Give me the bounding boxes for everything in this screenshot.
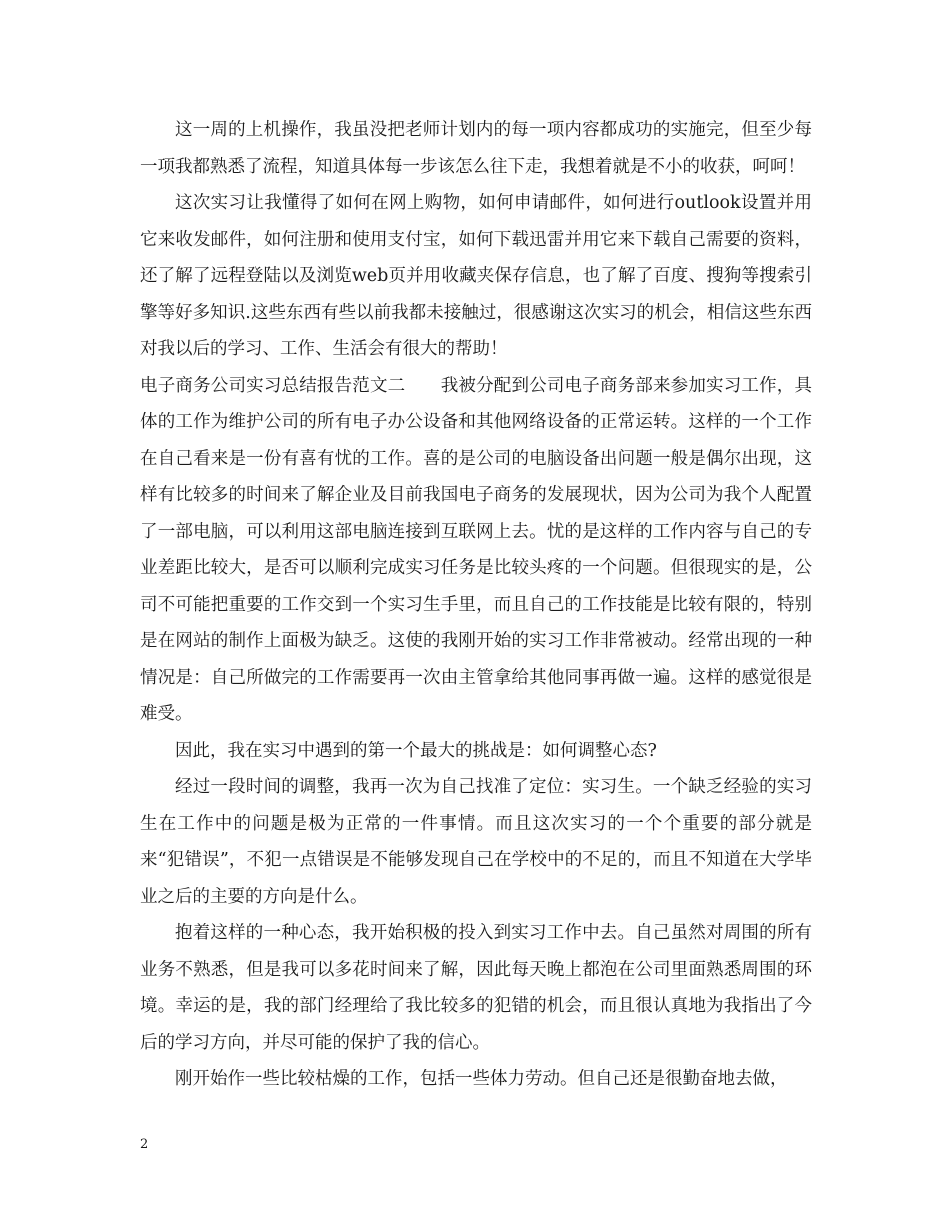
paragraph-lab-summary: 这一周的上机操作，我虽没把老师计划内的每一项内容都成功的实施完，但至少每一项我都熟悉了流程，知道具体每一步该怎么往下走，我想着就是不小的收获，呵呵！ [140,120,812,177]
paragraph-internship-skills: 这次实习让我懂得了如何在网上购物，如何申请邮件，如何进行outlook设置并用它来收发邮件，如何注册和使用支付宝，如何下载迅雷并用它来下载自己需要的资料，还了解了远程登陆以及浏览web页并用收藏夹保存信息，也了解了百度、搜狗等搜索引擎等好多知识.这些东西有些以前我都未接触过，很感谢这次实习的机会，相信这些东西对我以后的学习、工作、生活会有很大的帮助！ [140,193,812,359]
paragraph-early-work: 刚开始作一些比较枯燥的工作，包括一些体力劳动。但自己还是很勤奋地去做， [175,1069,788,1089]
document-body [140,112,812,1098]
paragraph-first-challenge: 因此，我在实习中遇到的第一个最大的挑战是：如何调整心态? [175,740,657,761]
paragraph-report-sample-two: 电子商务公司实习总结报告范文二 我被分配到公司电子商务部来参加实习工作，具体的工作为维护公司的所有电子办公设备和其他网络设备的正常运转。这样的一个工作在自己看来是一份有喜有忧的工作。喜的是公司的电脑设备出问题一般是偶尔出现，这样有比较多的时间来了解企业及目前我国电子商务的发展现状，因为公司为我个人配置了一部电脑，可以利用这部电脑连接到互联网上去。忧的是这样的工作内容与自己的专业差距比较大，是否可以顺利完成实习任务是比较头疼的一个问题。但很现实的是，公司不可能把重要的工作交到一个实习生手里，而且自己的工作技能是比较有限的，特别是在网站的制作上面极为缺乏。这使的我刚开始的实习工作非常被动。经常出现的一种情况是：自己所做完的工作需要再一次由主管拿给其他同事再做一遍。这样的感觉很是难受。 [140,375,812,724]
paragraph-mindset: 抱着这样的一种心态，我开始积极的投入到实习工作中去。自己虽然对周围的所有业务不熟悉，但是我可以多花时间来了解，因此每天晚上都泡在公司里面熟悉周围的环境。幸运的是，我的部门经理给了我比较多的犯错的机会，而且很认真地为我指出了今后的学习方向，并尽可能的保护了我的信心。 [140,923,812,1053]
paragraph-positioning: 经过一段时间的调整，我再一次为自己找准了定位：实习生。一个缺乏经验的实习生在工作中的问题是极为正常的一件事情。而且这次实习的一个个重要的部分就是来“犯错误”，不犯一点错误是不能够发现自己在学校中的不足的，而且不知道在大学毕业之后的主要的方向是什么。 [140,777,812,907]
page-number: 2 [140,1137,149,1152]
